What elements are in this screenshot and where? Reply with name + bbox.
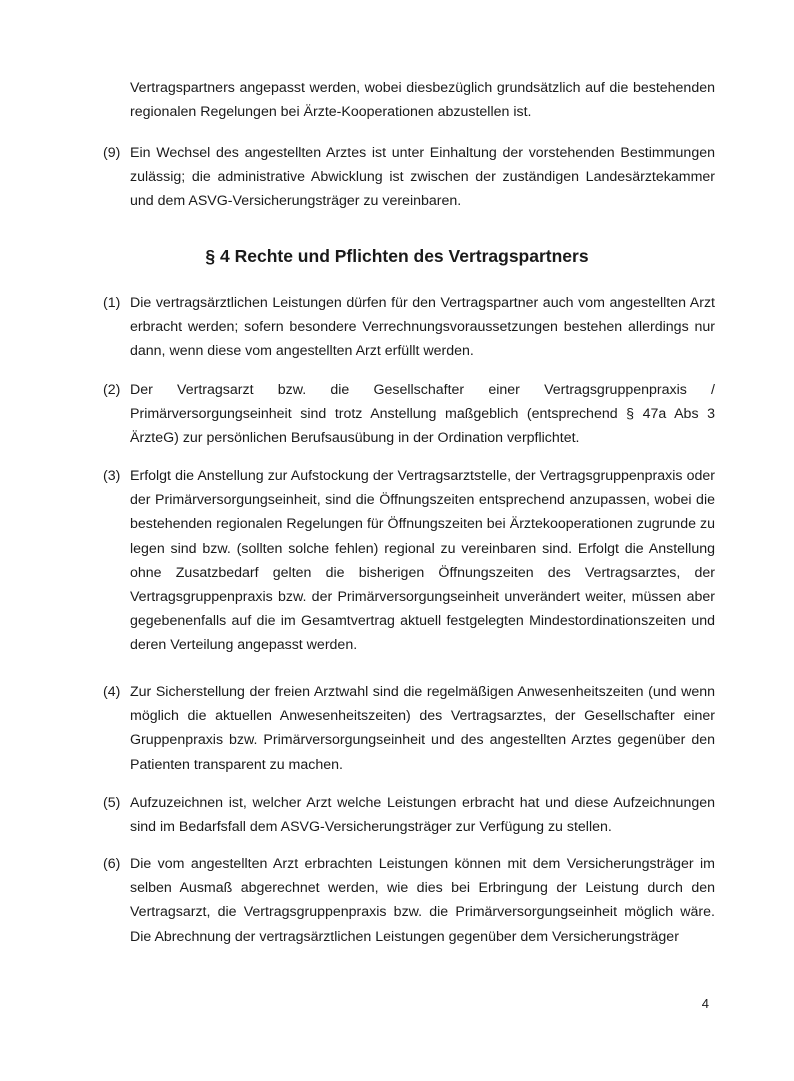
- paragraph-text: Die vertragsärztlichen Leistungen dürfen für den Vertragspartner auch vom angestellten Arzt erbracht werden; sofern besondere Verrechnungsvoraussetzungen bestehen allerdings nur dann, wenn diese vom angestellten Arzt erfüllt werden.: [130, 295, 715, 360]
- page-number: 4: [701, 996, 709, 1011]
- paragraph-number: (3): [103, 468, 121, 484]
- paragraph-4: [103, 680, 715, 777]
- paragraph-number: (2): [103, 382, 121, 398]
- paragraph-2: [103, 378, 715, 451]
- paragraph-5: [103, 791, 715, 839]
- paragraph-6: [103, 852, 715, 949]
- paragraph-number: (1): [103, 295, 121, 311]
- paragraph-text: Der Vertragsarzt bzw. die Gesellschafter einer Vertragsgruppenpraxis / Primärversorgungseinheit sind trotz Anstellung maßgeblich (entsprechend § 47a Abs 3 ÄrzteG) zur persönlichen Berufsausübung in der Ordination verpflichtet.: [130, 382, 715, 447]
- paragraph-9: [103, 141, 715, 214]
- paragraph-text: Erfolgt die Anstellung zur Aufstockung der Vertragsarztstelle, der Vertragsgruppenpraxis oder der Primärversorgungseinheit, sind die Öffnungszeiten entsprechend anzupassen, wobei die bestehenden regionalen Regelungen für Öffnungszeiten bei Ärztekooperationen zugrunde zu legen sind bzw. (sollten solche fehlen) regional zu vereinbaren sind. Erfolgt die Anstellung ohne Zusatzbedarf gelten die bisherigen Öffnungszeiten des Vertragsarztes, der Vertragsgruppenpraxis bzw. der Primärversorgungseinheit unverändert weiter, müssen aber gegebenenfalls auf die im Gesamtvertrag aktuell festgelegten Mindestordinationszeiten und deren Verteilung angepasst werden.: [130, 468, 715, 654]
- paragraph-text: Ein Wechsel des angestellten Arztes ist unter Einhaltung der vorstehenden Bestimmungen zulässig; die administrative Abwicklung ist zwischen der zuständigen Landesärztekammer und dem ASVG-Versicherungsträger zu vereinbaren.: [130, 145, 715, 210]
- paragraph-text: Aufzuzeichnen ist, welcher Arzt welche Leistungen erbracht hat und diese Aufzeichnungen sind im Bedarfsfall dem ASVG-Versicherungsträger zur Verfügung zu stellen.: [130, 795, 715, 836]
- paragraph-3: [103, 464, 715, 658]
- paragraph-1: [103, 291, 715, 364]
- paragraph-text: Zur Sicherstellung der freien Arztwahl sind die regelmäßigen Anwesenheitszeiten (und wenn möglich die aktuellen Anwesenheitszeiten) des Vertragsarztes, der Gesellschafter einer Gruppenpraxis bzw. Primärversorgungseinheit und des angestellten Arztes gegenüber den Patienten transparent zu machen.: [130, 684, 715, 773]
- paragraph-text: Die vom angestellten Arzt erbrachten Leistungen können mit dem Versicherungsträger im selben Ausmaß abgerechnet werden, wie dies bei Erbringung der Leistung durch den Vertragsarzt, die Vertragsgruppenpraxis bzw. die Primärversorgungseinheit möglich wäre. Die Abrechnung der vertragsärztlichen Leistungen gegenüber dem Versicherungsträger: [130, 856, 715, 945]
- paragraph-number: (6): [103, 856, 121, 872]
- section-heading: § 4 Rechte und Pflichten des Vertragspartners: [205, 246, 589, 266]
- paragraph-number: (4): [103, 684, 121, 700]
- continuation-paragraph: Vertragspartners angepasst werden, wobei diesbezüglich grundsätzlich auf die bestehenden regionalen Regelungen bei Ärzte-Kooperationen abzustellen ist.: [130, 80, 715, 121]
- paragraph-number: (9): [103, 145, 121, 161]
- paragraph-number: (5): [103, 795, 121, 811]
